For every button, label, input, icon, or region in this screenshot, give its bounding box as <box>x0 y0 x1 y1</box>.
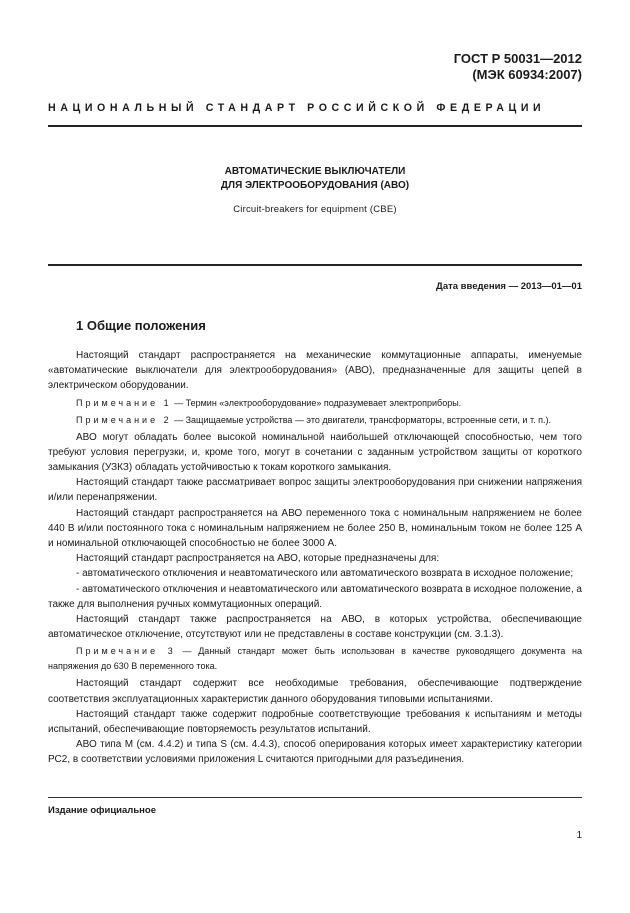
note-label: Примечание 3 <box>76 646 176 657</box>
title-line-1: АВТОМАТИЧЕСКИЕ ВЫКЛЮЧАТЕЛИ <box>224 166 406 177</box>
iec-number: (МЭК 60934:2007) <box>472 67 582 82</box>
middle-divider <box>48 264 582 266</box>
body-paragraph: АВО могут обладать более высокой номинальной наибольшей отключающей способностью, чем того требуют условия перегрузки, и, кроме того, могут в сочетании с заданным устройством защиты от короткого замыкания (УЗКЗ) обладать устойчивостью к токам короткого замыкания. <box>48 431 582 474</box>
title-line-2: ДЛЯ ЭЛЕКТРООБОРУДОВАНИЯ (АВО) <box>220 180 410 191</box>
note-text: — Защищаемые устройства — это двигатели, трансформаторы, встроенные сети, и т. п.). <box>171 414 551 425</box>
body-paragraph: Настоящий стандарт также распространяется на АВО, в которых устройства, обеспечивающие автоматическое отключение, отсутствуют или не представлены в составе конструкции (см. 3.1.3). <box>48 614 582 641</box>
body-paragraph: АВО типа М (см. 4.4.2) и типа S (см. 4.4.3), способ оперирования которых имеет характеристику категории РС2, в соответствии условиями приложения L считаются пригодными для разъединения. <box>48 739 582 766</box>
note-paragraph <box>48 644 582 674</box>
note-paragraph <box>48 396 582 411</box>
body-paragraph: Настоящий стандарт содержит все необходимые требования, обеспечивающие подтверждение соответствия эксплуатационных характеристик данного оборудования типовыми испытаниями. <box>48 678 582 705</box>
note-label: Примечание 1 <box>76 397 172 408</box>
top-divider <box>48 125 582 127</box>
note-paragraph <box>48 413 582 428</box>
body-paragraph: Настоящий стандарт также рассматривает вопрос защиты электрооборудования при снижении напряжения и/или перенапряжении. <box>48 477 582 504</box>
page-number: 1 <box>576 830 582 841</box>
standard-designation <box>454 51 582 83</box>
note-text: — Данный стандарт может быть использован в качестве руководящего документа на напряжения до 630 В переменного тока. <box>48 646 583 672</box>
introduction-date: Дата введения — 2013—01—01 <box>436 281 582 292</box>
section-body <box>48 348 582 768</box>
english-title: Circuit-breakers for equipment (CBE) <box>233 204 397 215</box>
section-heading: 1 Общие положения <box>76 318 206 333</box>
body-paragraph: - автоматического отключения и неавтоматического или автоматического возврата в исходное положение; <box>76 568 574 580</box>
body-paragraph: - автоматического отключения и неавтоматического или автоматического возврата в исходное положение, а также для выполнения ручных коммутационных операций. <box>48 583 582 610</box>
body-paragraph: Настоящий стандарт распространяется на АВО, которые предназначены для: <box>76 553 440 565</box>
footer-divider <box>48 797 582 798</box>
body-paragraph: Настоящий стандарт распространяется на механические коммутационные аппараты, именуемые «автоматические выключатели для электрооборудования» (АВО), предназначенные для защиты цепей в электрическом оборудовании. <box>48 350 582 392</box>
body-paragraph: Настоящий стандарт распространяется на АВО переменного тока с номинальным напряжением не более 440 В и/или постоянного тока с номинальным напряжением не более 250 В, номинальным током не более 125 А и номинальной отключающей способностью не более 3000 А. <box>48 507 582 550</box>
edition-label: Издание официальное <box>48 805 156 816</box>
gost-number: ГОСТ Р 50031—2012 <box>453 51 582 66</box>
body-paragraph: Настоящий стандарт также содержит подробные соответствующие требования к испытаниям и методы испытаний, обеспечивающие повторяемость результатов испытаний. <box>48 708 582 736</box>
document-title <box>0 165 630 193</box>
national-standard-banner: НАЦИОНАЛЬНЫЙ СТАНДАРТ РОССИЙСКОЙ ФЕДЕРАЦИИ <box>48 102 546 114</box>
note-text: — Термин «электрооборудование» подразумевает электроприборы. <box>171 397 462 408</box>
note-label: Примечание 2 <box>76 414 172 425</box>
